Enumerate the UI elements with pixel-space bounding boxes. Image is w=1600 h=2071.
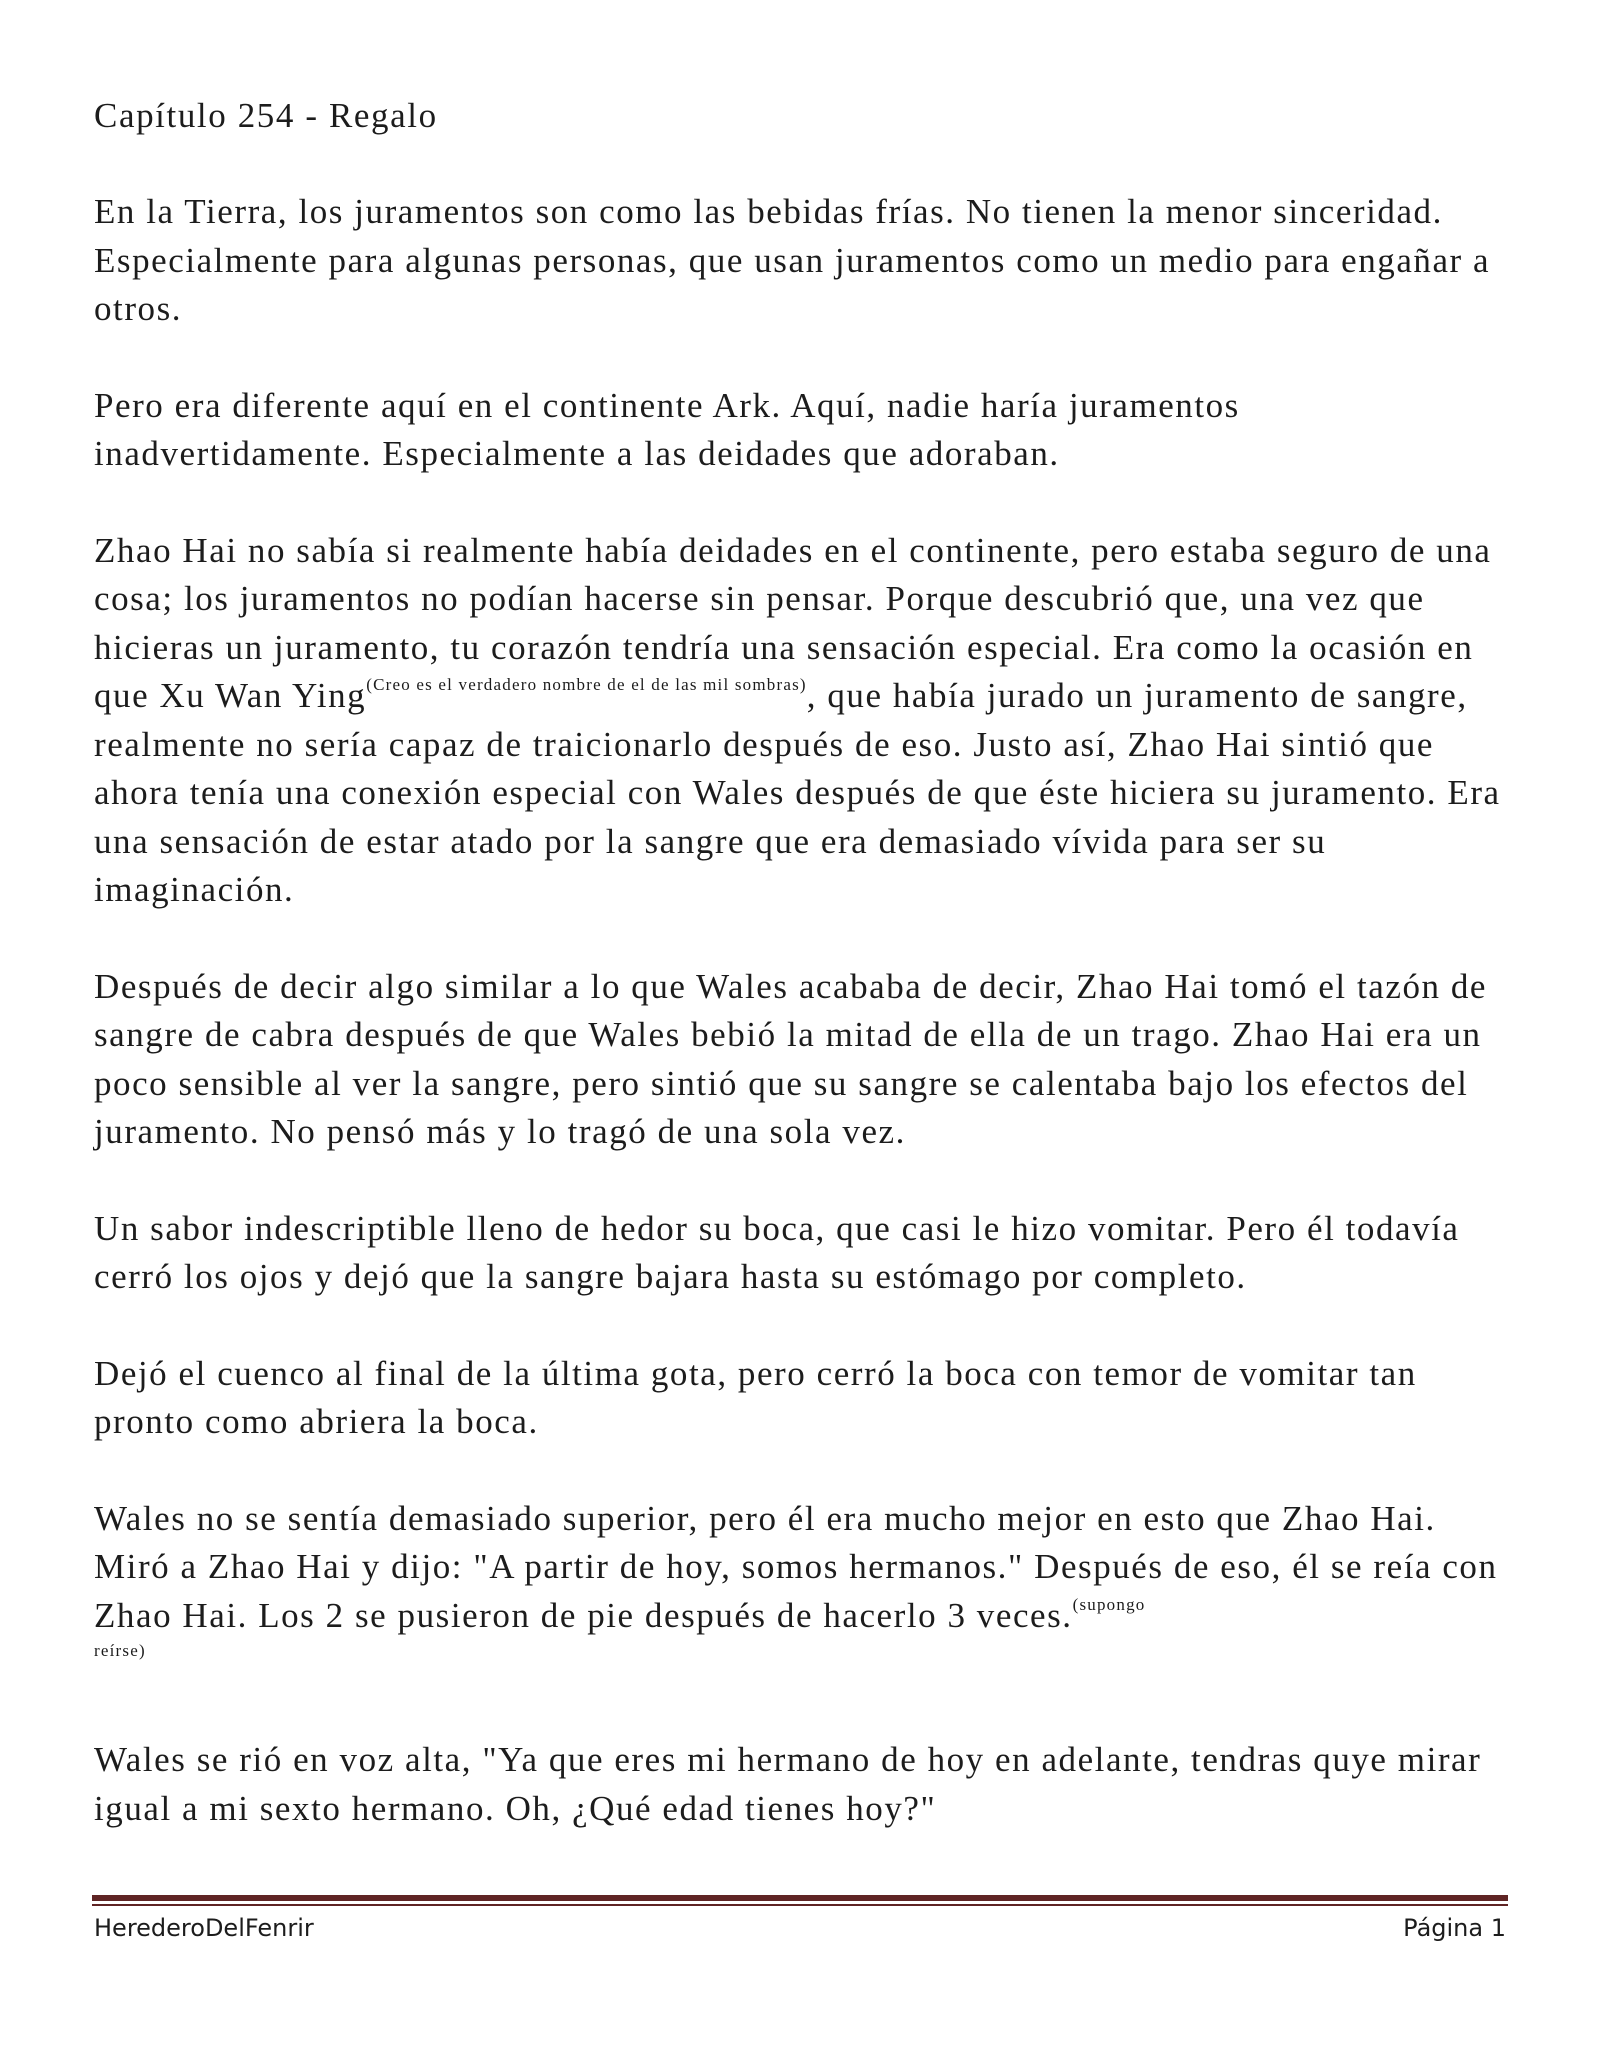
footer-author: HerederoDelFenrir — [94, 1914, 314, 1942]
translator-note-end: reírse) — [94, 1641, 146, 1660]
paragraph-4: Después de decir algo similar a lo que Wales acababa de decir, Zhao Hai tomó el tazón de sangre de cabra después de que Wales bebió la mitad de ella de un trago. Zhao Hai era un poco sensible al ver la sangre, pero sintió que su sangre se calentaba bajo los efectos del juramento. No pensó más y lo tragó de una sola vez. — [94, 966, 1487, 1151]
paragraph-2: Pero era diferente aquí en el continente Ark. Aquí, nadie haría juramentos inadvertidamente. Especialmente a las deidades que adoraban. — [94, 385, 1240, 473]
paragraph-7 — [94, 1495, 1514, 1641]
footer-divider-thin — [92, 1904, 1508, 1906]
paragraph-3-text-end: , que había jurado un juramento de sangre, realmente no sería capaz de traicionarlo después de eso. Justo así, Zhao Hai sintió que ahora tenía una conexión especial con Wales después de que éste hiciera su juramento. Era una sensación de estar atado por la sangre que era demasiado vívida para ser su imaginación. — [94, 676, 1501, 909]
paragraph-3 — [94, 527, 1514, 915]
footer-page-number: Página 1 — [1403, 1914, 1506, 1942]
paragraph-7-text: Wales no se sentía demasiado superior, pero él era mucho mejor en esto que Zhao Hai. Miró a Zhao Hai y dijo: "A partir de hoy, somos hermanos." Después de eso, él se reía con Zhao Hai. Los 2 se pusieron de pie después de hacerlo 3 veces. — [94, 1498, 1498, 1635]
paragraph-5: Un sabor indescriptible lleno de hedor su boca, que casi le hizo vomitar. Pero él todavía cerró los ojos y dejó que la sangre bajara hasta su estómago por completo. — [94, 1208, 1460, 1296]
paragraph-8: Wales se rió en voz alta, "Ya que eres mi hermano de hoy en adelante, tendras quye mirar igual a mi sexto hermano. Oh, ¿Qué edad tienes hoy?" — [94, 1740, 1482, 1828]
footer-divider — [92, 1895, 1508, 1907]
document-page — [94, 92, 1514, 1881]
paragraph-1: En la Tierra, los juramentos son como las bebidas frías. No tienen la menor sinceridad. Especialmente para algunas personas, que usan juramentos como un medio para engañar a otros. — [94, 192, 1491, 328]
translator-note: (Creo es el verdadero nombre de el de las mil sombras) — [366, 675, 807, 694]
chapter-title: Capítulo 254 - Regalo — [94, 96, 438, 135]
paragraph-3-text-start: Zhao Hai no sabía si realmente había deidades en el continente, pero estaba seguro de una cosa; los juramentos no podían hacerse sin pensar. Porque descubrió que, una vez que hicieras un juramento, tu corazón tendría una sensación especial. Era como la ocasión en que Xu Wan Ying — [94, 530, 1492, 715]
paragraph-6: Dejó el cuenco al final de la última gota, pero cerró la boca con temor de vomitar tan pronto como abriera la boca. — [94, 1353, 1417, 1441]
translator-note-start: (supongo — [1072, 1594, 1146, 1614]
footer-divider-thick — [92, 1895, 1508, 1901]
